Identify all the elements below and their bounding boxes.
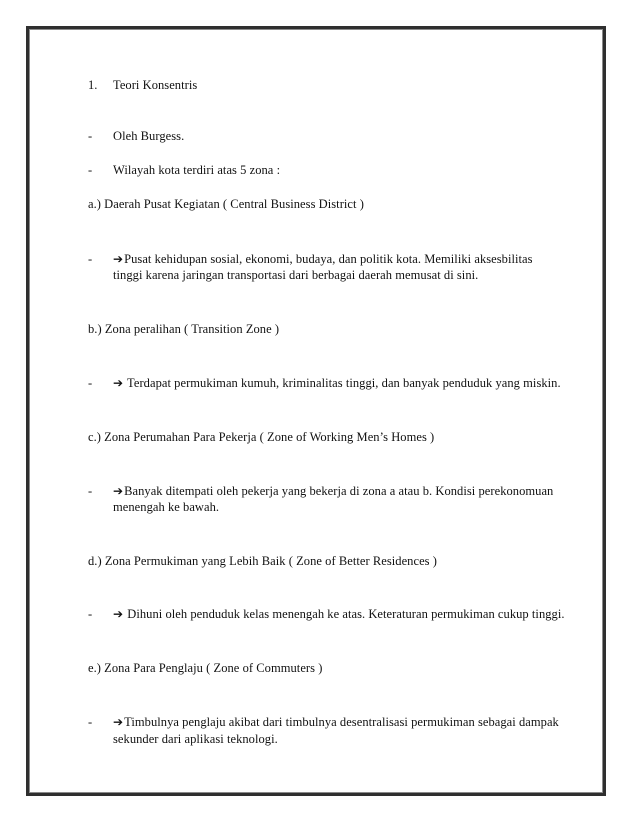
arrow-icon: ➔ — [113, 715, 124, 729]
zone-a-description: ➔Pusat kehidupan sosial, ekonomi, budaya, dan politik kota. Memiliki aksesbilitas — [113, 252, 533, 266]
zone-e-description-line-2: sekunder dari aplikasi teknologi. — [113, 732, 278, 746]
bullet-dash: - — [88, 376, 93, 390]
zone-a-description-line-2: tinggi karena jaringan transportasi dari berbagai daerah memusat di sini. — [113, 268, 479, 282]
zone-b-description: ➔ Terdapat permukiman kumuh, kriminalitas tinggi, dan banyak penduduk yang miskin. — [113, 376, 561, 390]
arrow-icon: ➔ — [113, 607, 124, 621]
zone-a-heading: a.) Daerah Pusat Kegiatan ( Central Business District ) — [88, 197, 364, 211]
item-number: 1. — [88, 78, 98, 92]
zone-c-description: ➔Banyak ditempati oleh pekerja yang bekerja di zona a atau b. Kondisi perekonomuan — [113, 484, 554, 498]
bullet-dash: - — [88, 607, 93, 621]
intro-line-author: Oleh Burgess. — [113, 129, 185, 143]
zone-c-description-line-2: menengah ke bawah. — [113, 500, 220, 514]
bullet-dash: - — [88, 484, 93, 498]
arrow-icon: ➔ — [113, 484, 124, 498]
bullet-dash: - — [88, 129, 93, 143]
item-title: Teori Konsentris — [113, 78, 198, 92]
arrow-icon: ➔ — [113, 376, 124, 390]
zone-c-heading: c.) Zona Perumahan Para Pekerja ( Zone of Working Men’s Homes ) — [88, 430, 435, 444]
zone-d-heading: d.) Zona Permukiman yang Lebih Baik ( Zone of Better Residences ) — [88, 554, 437, 568]
intro-line-zones: Wilayah kota terdiri atas 5 zona : — [113, 163, 281, 177]
bullet-dash: - — [88, 163, 93, 177]
zone-b-heading: b.) Zona peralihan ( Transition Zone ) — [88, 322, 280, 336]
zone-e-heading: e.) Zona Para Penglaju ( Zone of Commuters ) — [88, 661, 323, 675]
zone-d-description: ➔ Dihuni oleh penduduk kelas menengah ke atas. Keteraturan permukiman cukup tinggi. — [113, 607, 565, 621]
bullet-dash: - — [88, 715, 93, 729]
bullet-dash: - — [88, 252, 93, 266]
arrow-icon: ➔ — [113, 252, 124, 266]
zone-e-description: ➔Timbulnya penglaju akibat dari timbulnya desentralisasi permukiman sebagai dampak — [113, 715, 559, 729]
